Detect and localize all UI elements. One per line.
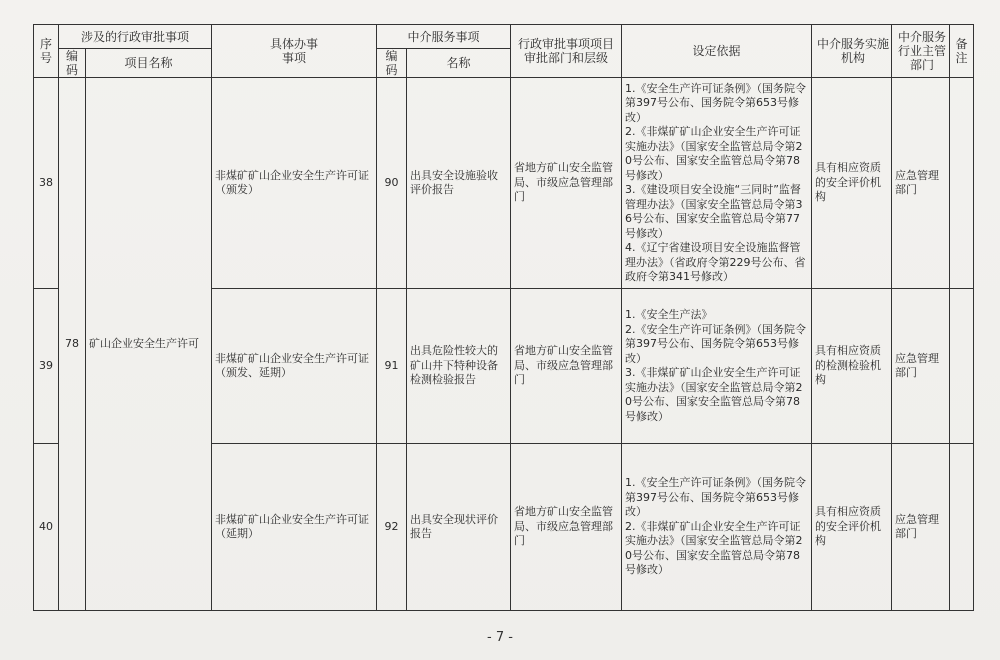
competent-dept-cell: 应急管理部门 bbox=[892, 78, 950, 289]
header-implementing-org-text: 中介服务实施机构 bbox=[817, 37, 890, 65]
header-admin-name: 项目名称 bbox=[86, 49, 212, 78]
header-implementing-org bbox=[812, 25, 892, 78]
dept-level-cell: 省地方矿山安全监管局、市级应急管理部门 bbox=[511, 289, 622, 444]
basis-line: 1.《安全生产法》 bbox=[625, 308, 713, 321]
remark-cell bbox=[950, 444, 974, 611]
header-row-1 bbox=[34, 25, 974, 49]
row-seq: 39 bbox=[34, 289, 59, 444]
specific-item-cell: 非煤矿矿山企业安全生产许可证（延期） bbox=[212, 444, 377, 611]
row-seq: 40 bbox=[34, 444, 59, 611]
intermediary-services-table bbox=[33, 24, 974, 611]
competent-dept-cell: 应急管理部门 bbox=[892, 444, 950, 611]
int-code-cell: 90 bbox=[377, 78, 407, 289]
basis-line: 1.《安全生产许可证条例》（国务院令第397号公布、国务院令第653号修改） bbox=[625, 81, 807, 124]
specific-item-cell: 非煤矿矿山企业安全生产许可证（颁发） bbox=[212, 78, 377, 289]
page-number: - 7 - bbox=[487, 630, 513, 645]
header-int-code: 编码 bbox=[377, 49, 407, 78]
basis-line: 2.《安全生产许可证条例》（国务院令第397号公布、国务院令第653号修改） bbox=[625, 322, 807, 365]
admin-name-cell: 矿山企业安全生产许可 bbox=[86, 78, 212, 611]
int-code-cell: 91 bbox=[377, 289, 407, 444]
header-remark-text: 备注 bbox=[955, 37, 968, 65]
basis-line: 1.《安全生产许可证条例》（国务院令第397号公布、国务院令第653号修改） bbox=[625, 476, 807, 519]
basis-line: 2.《非煤矿矿山企业安全生产许可证实施办法》（国家安全监管总局令第20号公布、国家安全监管总局令第78号修改） bbox=[625, 125, 803, 182]
header-specific-item bbox=[212, 25, 377, 78]
header-admin-group: 涉及的行政审批事项 bbox=[59, 25, 212, 49]
basis-cell bbox=[622, 444, 812, 611]
header-specific-item-text: 具体办事事项 bbox=[270, 37, 319, 65]
basis-line: 3.《非煤矿矿山企业安全生产许可证实施办法》（国家安全监管总局令第20号公布、国家安全监管总局令第78号修改） bbox=[625, 366, 803, 423]
header-remark bbox=[950, 25, 974, 78]
implementing-org-cell: 具有相应资质的检测检验机构 bbox=[812, 289, 892, 444]
header-admin-code: 编码 bbox=[59, 49, 86, 78]
row-seq: 38 bbox=[34, 78, 59, 289]
table-row bbox=[34, 78, 974, 289]
basis-line: 3.《建设项目安全设施“三同时”监督管理办法》（国家安全监管总局令第36号公布、国家安全监管总局令第77号修改） bbox=[625, 183, 803, 240]
header-dept-level-text: 行政审批事项项目审批部门和层级 bbox=[518, 37, 615, 65]
basis-line: 2.《非煤矿矿山企业安全生产许可证实施办法》（国家安全监管总局令第20号公布、国家安全监管总局令第78号修改） bbox=[625, 519, 803, 577]
header-basis: 设定依据 bbox=[622, 25, 812, 78]
int-name-cell: 出具安全现状评价报告 bbox=[407, 444, 511, 611]
implementing-org-cell: 具有相应资质的安全评价机构 bbox=[812, 444, 892, 611]
header-dept-level bbox=[511, 25, 622, 78]
dept-level-cell: 省地方矿山安全监管局、市级应急管理部门 bbox=[511, 78, 622, 289]
admin-code-cell: 78 bbox=[59, 78, 86, 611]
header-intermediary-group: 中介服务事项 bbox=[377, 25, 511, 49]
remark-cell bbox=[950, 78, 974, 289]
specific-item-cell: 非煤矿矿山企业安全生产许可证（颁发、延期） bbox=[212, 289, 377, 444]
header-competent-dept-text: 中介服务行业主管部门 bbox=[898, 30, 947, 72]
basis-cell bbox=[622, 289, 812, 444]
dept-level-cell: 省地方矿山安全监管局、市级应急管理部门 bbox=[511, 444, 622, 611]
int-name-cell: 出具安全设施验收评价报告 bbox=[407, 78, 511, 289]
remark-cell bbox=[950, 289, 974, 444]
competent-dept-cell: 应急管理部门 bbox=[892, 289, 950, 444]
header-seq: 序号 bbox=[34, 25, 59, 78]
int-name-cell: 出具危险性较大的矿山井下特种设备检测检验报告 bbox=[407, 289, 511, 444]
implementing-org-cell: 具有相应资质的安全评价机构 bbox=[812, 78, 892, 289]
header-competent-dept bbox=[892, 25, 950, 78]
basis-cell bbox=[622, 78, 812, 289]
basis-line: 4.《辽宁省建设项目安全设施监督管理办法》（省政府令第229号公布、省政府令第341号修改） bbox=[625, 241, 806, 283]
int-code-cell: 92 bbox=[377, 444, 407, 611]
header-int-name: 名称 bbox=[407, 49, 511, 78]
